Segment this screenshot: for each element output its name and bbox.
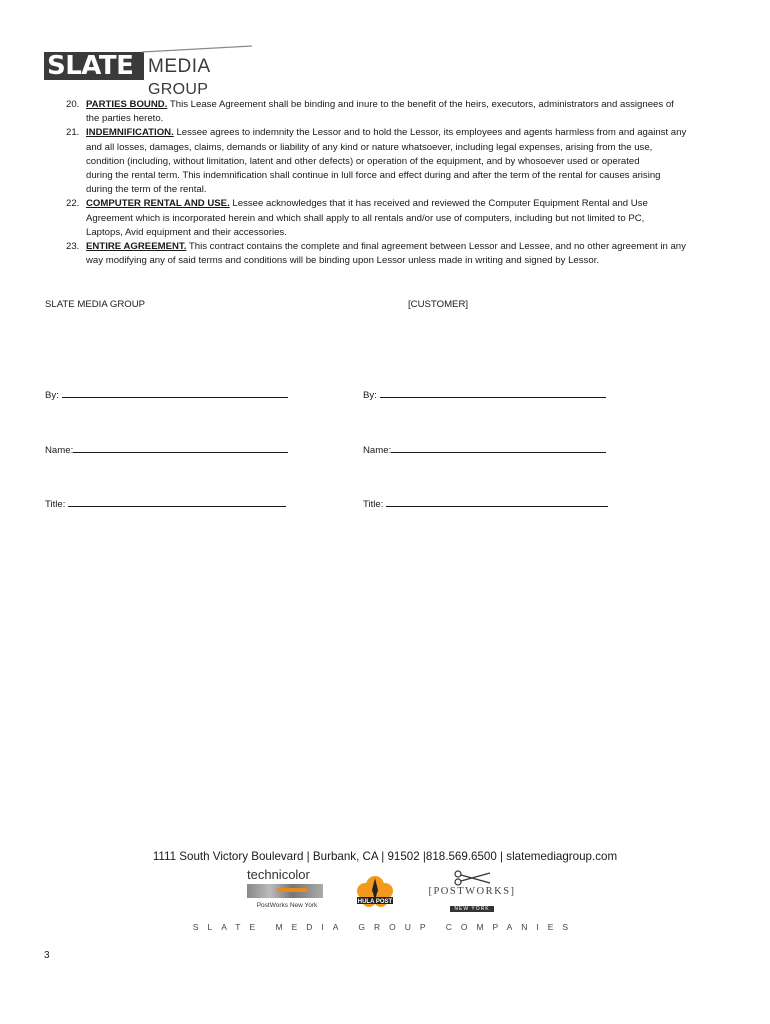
right-title-line: [363, 497, 608, 510]
clause-text: Agreement which is incorporated herein and which shall apply to all rentals and/or use of computers, including but not limited to PC,: [86, 212, 645, 224]
technicolor-name: technicolor: [247, 867, 310, 882]
right-by-signature-field[interactable]: [380, 388, 606, 398]
footer-address: 1111 South Victory Boulevard | Burbank, CA | 91502 |818.569.6500 | slatemediagroup.com: [152, 850, 618, 863]
left-by-line: [45, 388, 288, 401]
logo-slate-word: SLATE: [47, 51, 134, 81]
postworks-name: [POSTWORKS]: [428, 886, 516, 897]
title-label: Title:: [45, 499, 66, 510]
logo-group-word: GROUP: [148, 81, 209, 98]
left-title-field[interactable]: [68, 497, 286, 507]
left-title-line: [45, 497, 286, 510]
clause-number: 21.: [66, 127, 80, 139]
logo-media-word: MEDIA: [148, 56, 210, 77]
clause-text: and all losses, damages, claims, demands or liability of any kind or nature whatsoever, including legal expenses, arising from the use,: [86, 141, 653, 153]
clause-text: This contract contains the complete and final agreement between Lessor and Lessee, and no other agreement in any: [188, 241, 686, 253]
technicolor-logo: [247, 868, 327, 909]
clause-text: This Lease Agreement shall be binding and inure to the benefit of the heirs, executors, administrators and assignees of: [169, 99, 674, 110]
name-label: Name:: [45, 445, 74, 456]
right-name-field[interactable]: [391, 443, 606, 453]
clause-number: 23.: [66, 241, 80, 253]
name-label: Name:: [363, 445, 392, 456]
clause-text: during the rental term. This indemnification shall continue in lull force and effect during and after the term of the rental for causes arising: [86, 170, 661, 182]
clause-text: Lessee acknowledges that it has received and reviewed the Computer Equipment Rental and Use: [232, 198, 648, 210]
hula-post-logo-icon: [354, 870, 396, 912]
postworks-logo: [428, 870, 516, 915]
left-by-signature-field[interactable]: [62, 388, 288, 398]
clause-text: way modifying any of said terms and conditions will be binding upon Lessor unless made in writing and signed by Lessor.: [86, 255, 600, 267]
clause-title: COMPUTER RENTAL AND USE.: [86, 198, 230, 210]
clause-text: the parties hereto.: [86, 113, 164, 125]
clause-indemnification: [66, 126, 736, 197]
left-party-name: SLATE MEDIA GROUP: [45, 299, 146, 310]
right-by-line: [363, 388, 606, 401]
technicolor-sub: PostWorks New York: [256, 902, 318, 909]
page-number: 3: [44, 950, 50, 961]
logo-media-group: [148, 56, 254, 101]
by-label: By:: [363, 390, 377, 401]
hula-post-name: HULA POST: [357, 899, 393, 905]
postworks-sub: NEW YORK: [450, 906, 493, 912]
clause-title: PARTIES BOUND.: [86, 99, 168, 110]
technicolor-bar-icon: [247, 884, 323, 898]
clause-title: ENTIRE AGREEMENT.: [86, 241, 187, 253]
right-party-name: [CUSTOMER]: [408, 299, 469, 310]
clause-text: condition (including, without limitation, latent and other defects) or operation of the equipment, and by whosoever used or operated: [86, 155, 640, 167]
agreement-clauses: [66, 98, 736, 268]
clause-text: during the term of the rental.: [86, 184, 207, 196]
title-label: Title:: [363, 499, 384, 510]
right-name-line: [363, 443, 606, 456]
left-name-field[interactable]: [73, 443, 288, 453]
clause-number: 22.: [66, 198, 80, 210]
slate-media-group-logo: [44, 44, 254, 98]
clause-parties-bound: [66, 98, 736, 126]
clause-number: 20.: [66, 99, 80, 110]
clause-text: Lessee agrees to indemnity the Lessor and to hold the Lessor, its employees and agents harmless from and against any: [176, 127, 687, 139]
clause-text: Laptops, Avid equipment and their accessories.: [86, 226, 287, 238]
clause-computer-rental: [66, 197, 736, 240]
by-label: By:: [45, 390, 59, 401]
scissors-icon: [452, 870, 492, 886]
right-title-field[interactable]: [386, 497, 608, 507]
clause-title: INDEMNIFICATION.: [86, 127, 174, 139]
companies-tagline: SLATE MEDIA GROUP COMPANIES: [192, 922, 578, 932]
left-name-line: [45, 443, 288, 456]
clause-entire-agreement: [66, 240, 736, 268]
